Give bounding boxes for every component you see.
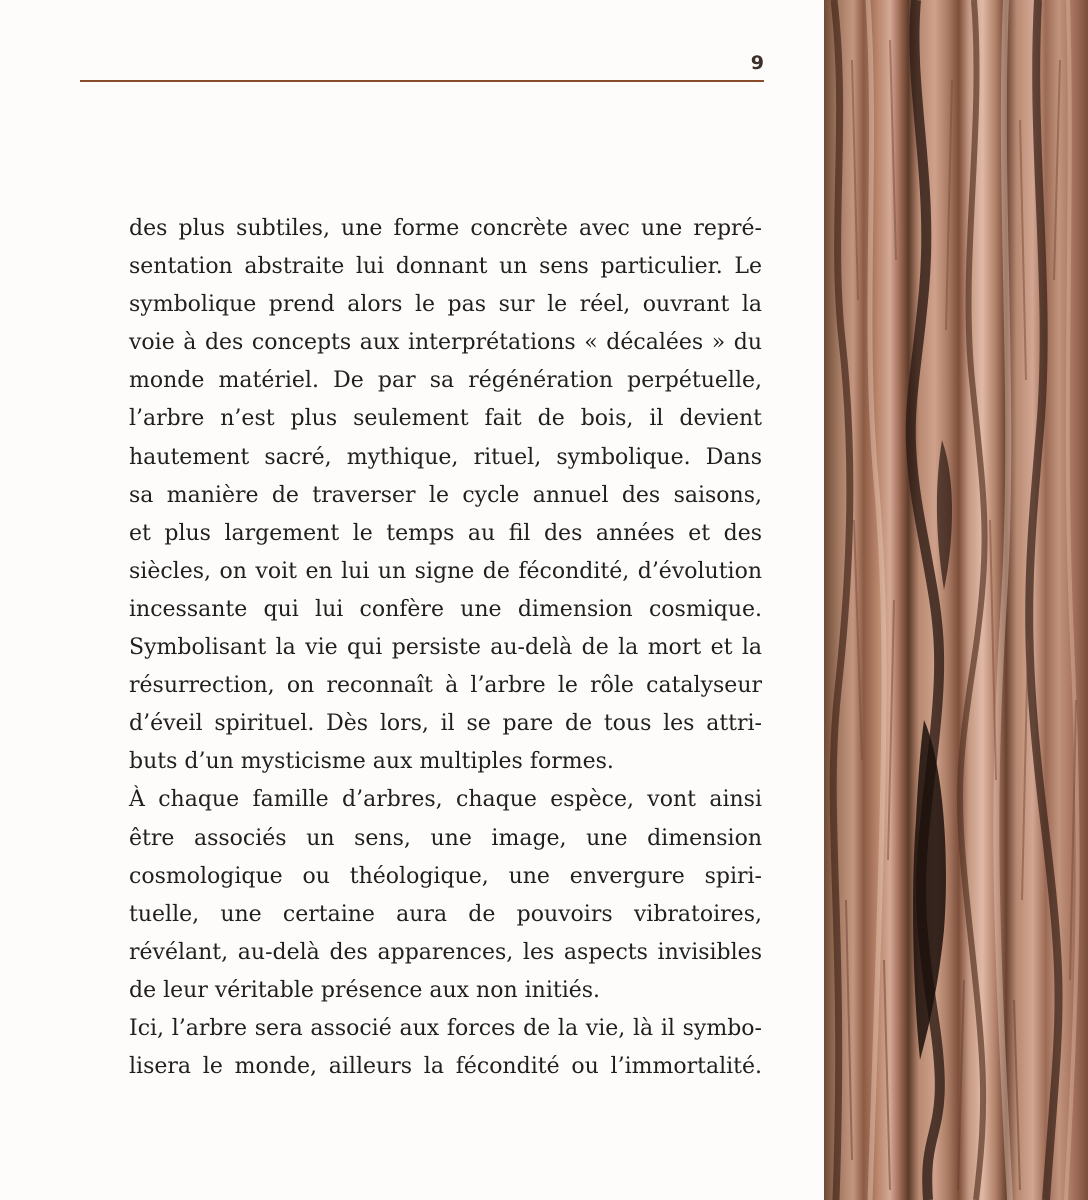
text-line: l’arbre n’est plus seulement fait de bois, il devient <box>129 406 762 432</box>
text-line: cosmologique ou théologique, une envergure spiri- <box>129 863 762 889</box>
text-line: résurrection, on reconnaît à l’arbre le rôle catalyseur <box>129 673 762 699</box>
text-line: tuelle, une certaine aura de pouvoirs vibratoires, <box>129 901 762 927</box>
text-line: voie à des concepts aux interprétations « décalées » du <box>129 330 762 356</box>
text-line: sentation abstraite lui donnant un sens particulier. Le <box>129 254 762 280</box>
text-line: monde matériel. De par sa régénération perpétuelle, <box>129 368 762 394</box>
text-line: À chaque famille d’arbres, chaque espèce, vont ainsi <box>129 787 762 813</box>
text-line: être associés un sens, une image, une dimension <box>129 825 762 851</box>
tree-bark-photo-icon <box>824 0 1088 1200</box>
text-line: de leur véritable présence aux non initiés. <box>129 977 601 1003</box>
text-line: d’éveil spirituel. Dès lors, il se pare de tous les attri- <box>129 711 762 737</box>
text-line: hautement sacré, mythique, rituel, symbolique. Dans <box>129 444 762 470</box>
text-line: buts d’un mysticisme aux multiples formes. <box>129 749 614 775</box>
text-line: et plus largement le temps au fil des années et des <box>129 520 762 546</box>
text-line: sa manière de traverser le cycle annuel des saisons, <box>129 482 762 508</box>
text-line: siècles, on voit en lui un signe de fécondité, d’évolution <box>129 558 762 584</box>
text-line: Ici, l’arbre sera associé aux forces de la vie, là il symbo- <box>129 1015 762 1041</box>
page-number: 9 <box>750 52 764 74</box>
tree-bark-image <box>824 0 1088 1200</box>
body-text <box>129 210 762 1086</box>
text-line: incessante qui lui confère une dimension cosmique. <box>129 596 762 622</box>
text-line: Symbolisant la vie qui persiste au-delà de la mort et la <box>129 635 762 661</box>
text-line: révélant, au-delà des apparences, les aspects invisibles <box>129 939 762 965</box>
header-rule <box>80 80 764 82</box>
text-line: symbolique prend alors le pas sur le réel, ouvrant la <box>129 292 762 318</box>
text-line: lisera le monde, ailleurs la fécondité ou l’immortalité. <box>129 1054 762 1080</box>
text-line: des plus subtiles, une forme concrète avec une repré- <box>129 216 762 241</box>
